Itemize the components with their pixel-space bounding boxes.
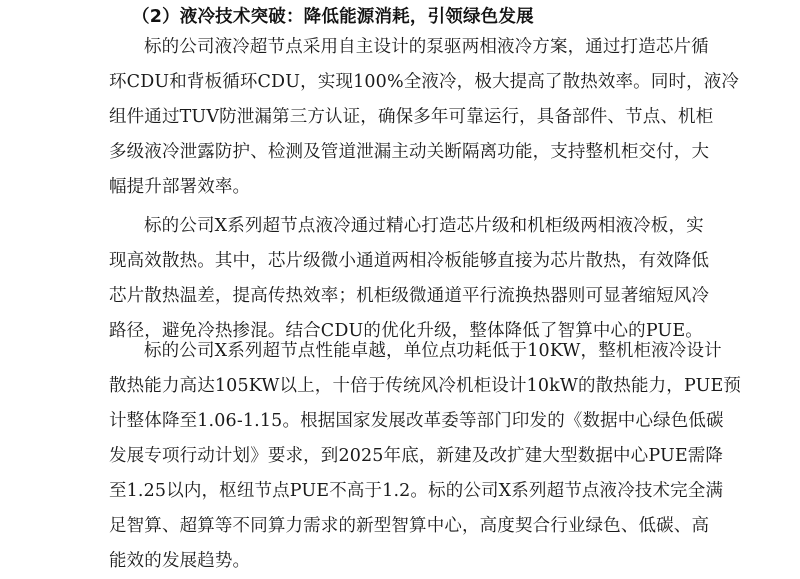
paragraph-liquid-cooling-solution (109, 30, 740, 205)
paragraph-line: 路径，避免冷热掺混。结合CDU的优化升级，整体降低了智算中心的PUE。 (109, 321, 703, 341)
paragraph-line: 环CDU和背板循环CDU，实现100%全液冷，极大提高了散热效率。同时，液冷 (109, 72, 740, 92)
section-heading: （2）液冷技术突破：降低能源消耗，引领绿色发展 (132, 7, 534, 27)
paragraph-line: 标的公司液冷超节点采用自主设计的泵驱两相液冷方案，通过打造芯片循 (144, 37, 709, 57)
paragraph-line: 现高效散热。其中，芯片级微小通道两相冷板能够直接为芯片散热，有效降低 (109, 251, 710, 271)
paragraph-line: 计整体降至1.06-1.15。根据国家发展改革委等部门印发的《数据中心绿色低碳 (109, 411, 724, 431)
paragraph-line: 能效的发展趋势。 (109, 551, 251, 571)
paragraph-line: 组件通过TUV防泄漏第三方认证，确保多年可靠运行，具备部件、节点、机柜 (109, 107, 714, 127)
paragraph-line: 至1.25以内，枢纽节点PUE不高于1.2。标的公司X系列超节点液冷技术完全满 (109, 481, 724, 501)
paragraph-line: 芯片散热温差，提高传热效率；机柜级微通道平行流换热器则可显著缩短风冷 (109, 286, 710, 306)
paragraph-line: 标的公司X系列超节点液冷通过精心打造芯片级和机柜级两相液冷板，实 (144, 216, 704, 236)
paragraph-x-series-cooling-plates (109, 209, 709, 349)
paragraph-line: 散热能力高达105KW以上，十倍于传统风冷机柜设计10kW的散热能力，PUE预 (109, 376, 742, 396)
paragraph-line: 多级液冷泄露防护、检测及管道泄漏主动关断隔离功能，支持整机柜交付，大 (109, 142, 710, 162)
paragraph-line: 标的公司X系列超节点性能卓越，单位点功耗低于10KW，整机柜液冷设计 (144, 341, 722, 361)
paragraph-line: 幅提升部署效率。 (109, 177, 251, 197)
paragraph-line: 发展专项行动计划》要求，到2025年底，新建及改扩建大型数据中心PUE需降 (109, 446, 724, 466)
paragraph-line: 足智算、超算等不同算力需求的新型智算中心，高度契合行业绿色、低碳、高 (109, 516, 710, 536)
paragraph-x-series-performance (109, 334, 742, 579)
